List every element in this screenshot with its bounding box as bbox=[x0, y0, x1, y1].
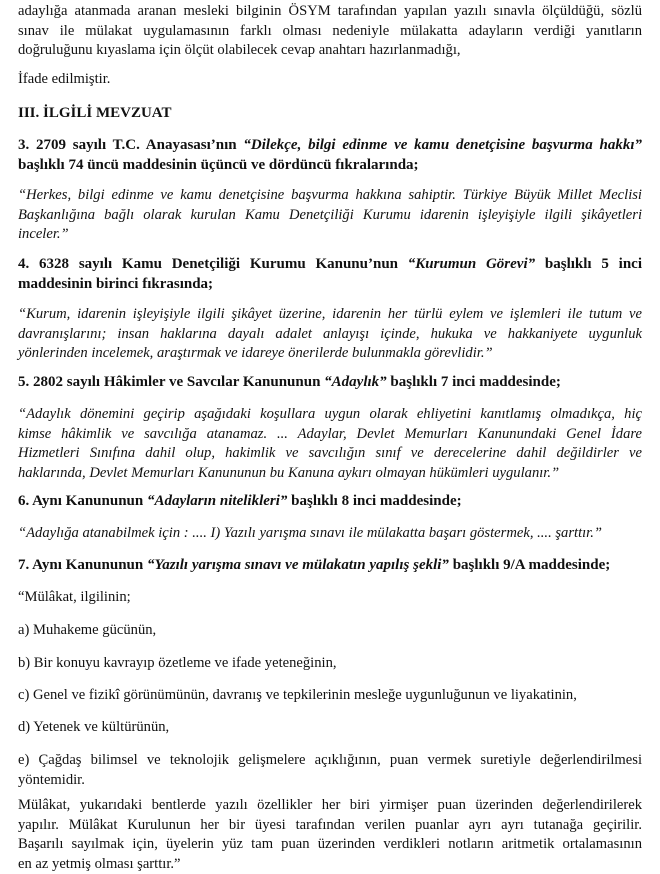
quote-line: inceler.” bbox=[18, 225, 642, 245]
heading-text: başlıklı 7 inci maddesinde; bbox=[387, 374, 561, 390]
item-7-heading bbox=[18, 556, 642, 576]
heading-italic: “Adayların nitelikleri” bbox=[147, 493, 287, 509]
heading-text: 5. 2802 sayılı Hâkimler ve Savcılar Kanununun bbox=[18, 374, 324, 390]
text-line: doğruluğunu kıyaslama için ölçüt olabilecek cevap anahtarı hazırlanmadığı, bbox=[18, 41, 642, 61]
text-line: yöntemidir. bbox=[18, 771, 642, 791]
quote-line: “Adaylık dönemini geçirip aşağıdaki koşullara uygun olarak ehliyetini kanıtlamış olmadıkça, hiç bbox=[18, 405, 642, 425]
heading-line: maddesinin birinci fıkrasında; bbox=[18, 275, 642, 295]
heading-text: başlıklı 9/A maddesinde; bbox=[449, 557, 610, 573]
list-item: a) Muhakeme gücünün, bbox=[18, 621, 642, 641]
quote-line: davranışlarını; insan haklarına dayalı adalet anlayışı içinde, hukuka ve hakkaniyete uygunluk bbox=[18, 325, 642, 345]
quote-line: Başkanlığına bağlı olarak kurulan Kamu Denetçiliği Kurumu idarenin işleyişiyle ilgili şikâyetleri bbox=[18, 206, 642, 226]
item-6-heading bbox=[18, 492, 642, 512]
heading-text: 4. 6328 sayılı Kamu Denetçiliği Kurumu Kanunu’nun bbox=[18, 256, 408, 272]
heading-text: 7. Aynı Kanununun bbox=[18, 557, 147, 573]
heading-text: başlıklı 5 inci bbox=[535, 256, 642, 272]
item-4-heading bbox=[18, 255, 642, 294]
list-item: c) Genel ve fizikî görünümünün, davranış ve tepkilerinin mesleğe uygunluğunun ve liyakatinin, bbox=[18, 686, 642, 706]
heading-italic: “Adaylık” bbox=[324, 374, 387, 390]
text-line: e) Çağdaş bilimsel ve teknolojik gelişmelere açıklığının, puan vermek suretiyle değerlendirilmesi bbox=[18, 751, 642, 771]
item-4-quote bbox=[18, 305, 642, 364]
item-6-quote: “Adaylığa atanabilmek için : .... I) Yazılı yarışma sınavı ile mülakatta başarı göstermek, .... şarttır.” bbox=[18, 524, 642, 544]
heading-line bbox=[18, 136, 642, 156]
text-line: yapılır. Mülâkat Kurulunun her bir üyesi tarafından verilen puanlar ayrı ayrı tutanağa geçirilir. bbox=[18, 816, 642, 836]
text-line: sınav ile mülakat uygulamasının farklı olması nedeniyle mülakatta adayların verdiği yanıtların bbox=[18, 22, 642, 42]
list-item: b) Bir konuyu kavrayıp özetleme ve ifade yeteneğinin, bbox=[18, 654, 642, 674]
heading-italic: “Kurumun Görevi” bbox=[408, 256, 535, 272]
item-3-heading bbox=[18, 136, 642, 175]
heading-text: başlıklı 8 inci maddesinde; bbox=[287, 493, 461, 509]
quote-line: yönlerinden incelemek, araştırmak ve idareye önerilerde bulunmakla görevlidir.” bbox=[18, 344, 642, 364]
list-item-e bbox=[18, 751, 642, 790]
text-line: en az yetmiş olması şarttır.” bbox=[18, 855, 642, 874]
quote-line: haklarında, Devlet Memurları Kanununun bu Kanuna aykırı olmayan hükümleri uygulanır.” bbox=[18, 464, 642, 484]
intro-paragraph bbox=[18, 2, 642, 61]
heading-text: 3. 2709 sayılı T.C. Anayasası’nın bbox=[18, 137, 243, 153]
item-5-quote bbox=[18, 405, 642, 483]
stated-line: İfade edilmiştir. bbox=[18, 70, 642, 90]
heading-line bbox=[18, 255, 642, 275]
item-3-quote bbox=[18, 186, 642, 245]
list-item: d) Yetenek ve kültürünün, bbox=[18, 718, 642, 738]
heading-text: 6. Aynı Kanununun bbox=[18, 493, 147, 509]
heading-italic: “Dilekçe, bilgi edinme ve kamu denetçisine başvurma hakkı” bbox=[243, 137, 642, 153]
closing-paragraph bbox=[18, 796, 642, 874]
quote-line: “Herkes, bilgi edinme ve kamu denetçisine başvurma hakkına sahiptir. Türkiye Büyük Millet Meclisi bbox=[18, 186, 642, 206]
quote-line: Hizmetleri Sınıfına dahil olup, hakimlik ve savcılığın sınıf ve derecelerine dahil değildirler ve bbox=[18, 444, 642, 464]
item-7-opening: “Mülâkat, ilgilinin; bbox=[18, 588, 642, 608]
quote-line: “Kurum, idarenin işleyişiyle ilgili şikâyet üzerine, idarenin her türlü eylem ve işlemleri ile tutum ve bbox=[18, 305, 642, 325]
text-line: Mülâkat, yukarıdaki bentlerde yazılı özellikler her biri yirmişer puan üzerinden değerlendirilerek bbox=[18, 796, 642, 816]
text-line: adaylığa atanmada aranan mesleki bilginin ÖSYM tarafından yapılan yazılı sınavla ölçüldüğü, sözlü bbox=[18, 2, 642, 22]
text-line: Başarılı sayılmak için, üyelerin yüz tam puan üzerinden verdikleri notların aritmetik ortalamasının bbox=[18, 835, 642, 855]
quote-line: kimse hâkimlik ve savcılığa atanamaz. ... Adaylar, Devlet Memurları Kanunundaki Genel İdare bbox=[18, 425, 642, 445]
section-title: III. İLGİLİ MEVZUAT bbox=[18, 104, 642, 124]
item-5-heading bbox=[18, 373, 642, 393]
heading-line: başlıklı 74 üncü maddesinin üçüncü ve dördüncü fıkralarında; bbox=[18, 156, 642, 176]
heading-italic: “Yazılı yarışma sınavı ve mülakatın yapılış şekli” bbox=[147, 557, 449, 573]
